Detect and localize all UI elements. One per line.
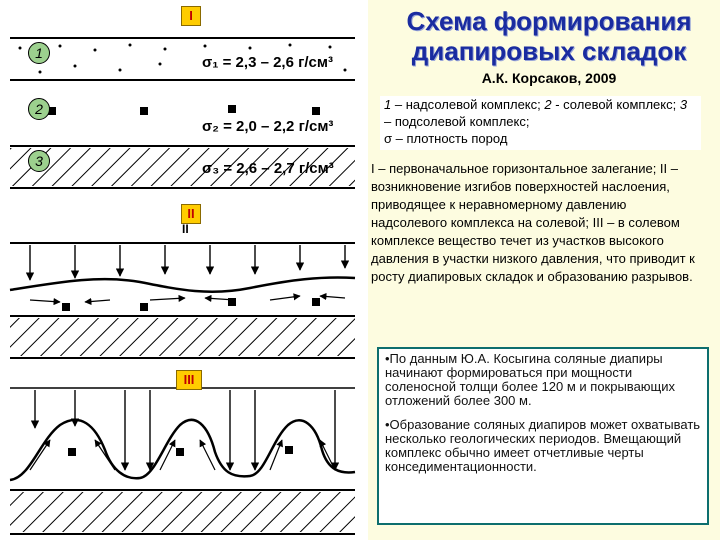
- legend-num-2: 2: [544, 97, 552, 112]
- author-line: А.К. Корсаков, 2009: [481, 70, 617, 86]
- legend-text-1: – надсолевой комплекс;: [391, 97, 545, 112]
- legend-text-2: - солевой комплекс;: [551, 97, 680, 112]
- salt-markers-2: [62, 298, 320, 311]
- page-title: Схема формирования диапировых складок: [406, 6, 692, 66]
- sigma-1-label: σ₁ = 2,3 – 2,6 г/см³: [202, 54, 333, 71]
- layer-3-circle: 3: [28, 150, 50, 172]
- note-2: •Образование соляных диапиров может охватывать несколько геологических периодов. Вмещающий комплекс обычно имеет отчетливые черты конседиментационности.: [385, 417, 701, 474]
- sigma-2-label: σ₂ = 2,0 – 2,2 г/см³: [202, 118, 334, 135]
- panel-3: [10, 388, 355, 534]
- legend-num-3: 3: [679, 97, 688, 112]
- legend-box: [380, 96, 701, 150]
- stage-3-badge: III: [176, 370, 202, 390]
- panel2-flow-arrows: [30, 296, 345, 302]
- subsalt-hatch-2: [10, 318, 355, 356]
- legend-text-4: σ – плотность пород: [384, 131, 508, 146]
- stage-description: I – первоначальное горизонтальное залегание; II – возникновение изгибов поверхностей наслоения, приводящее к неравномерному давлению надсолевого комплекса на солевой; III – в солевом комплексе вещество течет из участков высокого давления в участки низкого давления, что приводит к росту диапировых складок и образованию разрывов.: [371, 161, 695, 284]
- sigma-3-label: σ₃ = 2,6 – 2,7 г/см³: [202, 160, 334, 177]
- panel2-down-arrows: [30, 245, 345, 280]
- legend-num-1: 1: [384, 97, 392, 112]
- panel3-down-arrows: [35, 390, 335, 470]
- notes-box: [377, 347, 709, 525]
- layer-2-circle: 2: [28, 98, 50, 120]
- salt-markers-1: [48, 105, 320, 115]
- legend-text-3: – подсолевой комплекс;: [384, 114, 530, 129]
- panel2-salt-top: [10, 277, 355, 291]
- subsalt-hatch-3: [10, 492, 355, 532]
- layer-1-circle: 1: [28, 42, 50, 64]
- panel-2: [10, 243, 355, 358]
- stage-2-underlabel: II: [182, 222, 189, 236]
- stage-2-badge: II: [181, 204, 201, 224]
- stage-1-badge: I: [181, 6, 201, 26]
- note-1: •По данным Ю.А. Косыгина соляные диапиры начинают формироваться при мощности соленосной толщи более 120 м и покрывающих отложений более 300 м.: [385, 351, 676, 408]
